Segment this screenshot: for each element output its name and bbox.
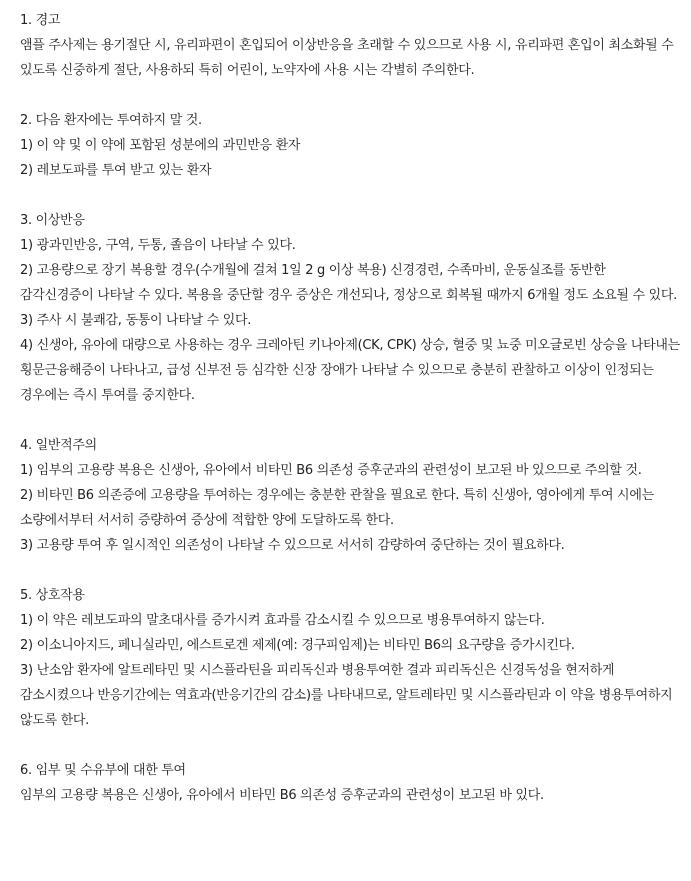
section-text: 2) 비타민 B6 의존증에 고용량을 투여하는 경우에는 충분한 관찰을 필요로 한다. 특히 신생아, 영아에게 투여 시에는 소량에서부터 서서히 증량하여 증상에 적합한 양에 도달하도록 한다. [20, 488, 654, 528]
section-warning [20, 8, 681, 83]
section-text: 4) 신생아, 유아에 대량으로 사용하는 경우 크레아틴 키나아제(CK, CPK) 상승, 혈중 및 뇨중 미오글로빈 상승을 나타내는 횡문근융해증이 나타나고, 급성 신부전 등 심각한 신장 장애가 나타날 수 있으므로 충분히 관찰하고 이상이 인정되는 경우에는 즉시 투여를 중지한다. [20, 338, 680, 403]
section-text: 2) 이소니아지드, 페니실라민, 에스트로겐 제제(예: 경구피임제)는 비타민 B6의 요구량을 증가시킨다. [20, 638, 575, 653]
section-general-precautions [20, 433, 681, 558]
section-text: 2) 고용량으로 장기 복용할 경우(수개월에 걸쳐 1일 2 g 이상 복용) 신경경련, 수족마비, 운동실조를 동반한 감각신경증이 나타날 수 있다. 복용을 중단할 경우 증상은 개선되나, 정상으로 회복될 때까지 6개월 정도 소요될 수 있다. [20, 263, 677, 303]
section-heading: 4. 일반적주의 [20, 438, 97, 453]
section-heading: 1. 경고 [20, 13, 61, 28]
section-text: 1) 이 약 및 이 약에 포함된 성분에의 과민반응 환자 [20, 138, 301, 153]
section-text: 임부의 고용량 복용은 신생아, 유아에서 비타민 B6 의존성 증후군과의 관련성이 보고된 바 있다. [20, 788, 544, 803]
section-text: 앰플 주사제는 용기절단 시, 유리파편이 혼입되어 이상반응을 초래할 수 있으므로 사용 시, 유리파편 혼입이 최소화될 수 있도록 신중하게 절단, 사용하되 특히 어린이, 노약자에 사용 시는 각별히 주의한다. [20, 38, 674, 78]
section-text: 1) 이 약은 레보도파의 말초대사를 증가시켜 효과를 감소시킬 수 있으므로 병용투여하지 않는다. [20, 613, 545, 628]
section-heading: 2. 다음 환자에는 투여하지 말 것. [20, 113, 202, 128]
section-interactions [20, 583, 681, 733]
section-text: 3) 고용량 투여 후 일시적인 의존성이 나타날 수 있으므로 서서히 감량하여 중단하는 것이 필요하다. [20, 538, 565, 553]
section-text: 3) 난소암 환자에 알트레타민 및 시스플라틴을 피리독신과 병용투여한 결과 피리독신은 신경독성을 현저하게 감소시켰으나 반응기간에는 역효과(반응기간의 감소)를 나타내므로, 알트레타민 및 시스플라틴과 이 약을 병용투여하지 않도록 한다. [20, 663, 673, 728]
section-text: 1) 임부의 고용량 복용은 신생아, 유아에서 비타민 B6 의존성 증후군과의 관련성이 보고된 바 있으므로 주의할 것. [20, 463, 642, 478]
section-text: 2) 레보도파를 투여 받고 있는 환자 [20, 163, 212, 178]
section-heading: 5. 상호작용 [20, 588, 85, 603]
section-pregnancy-lactation [20, 758, 681, 808]
section-adverse-reactions [20, 208, 681, 408]
section-text: 1) 광과민반응, 구역, 두통, 졸음이 나타날 수 있다. [20, 238, 296, 253]
section-heading: 6. 임부 및 수유부에 대한 투여 [20, 763, 186, 778]
section-heading: 3. 이상반응 [20, 213, 85, 228]
section-text: 3) 주사 시 불쾌감, 동통이 나타날 수 있다. [20, 313, 252, 328]
section-contraindications [20, 108, 681, 183]
